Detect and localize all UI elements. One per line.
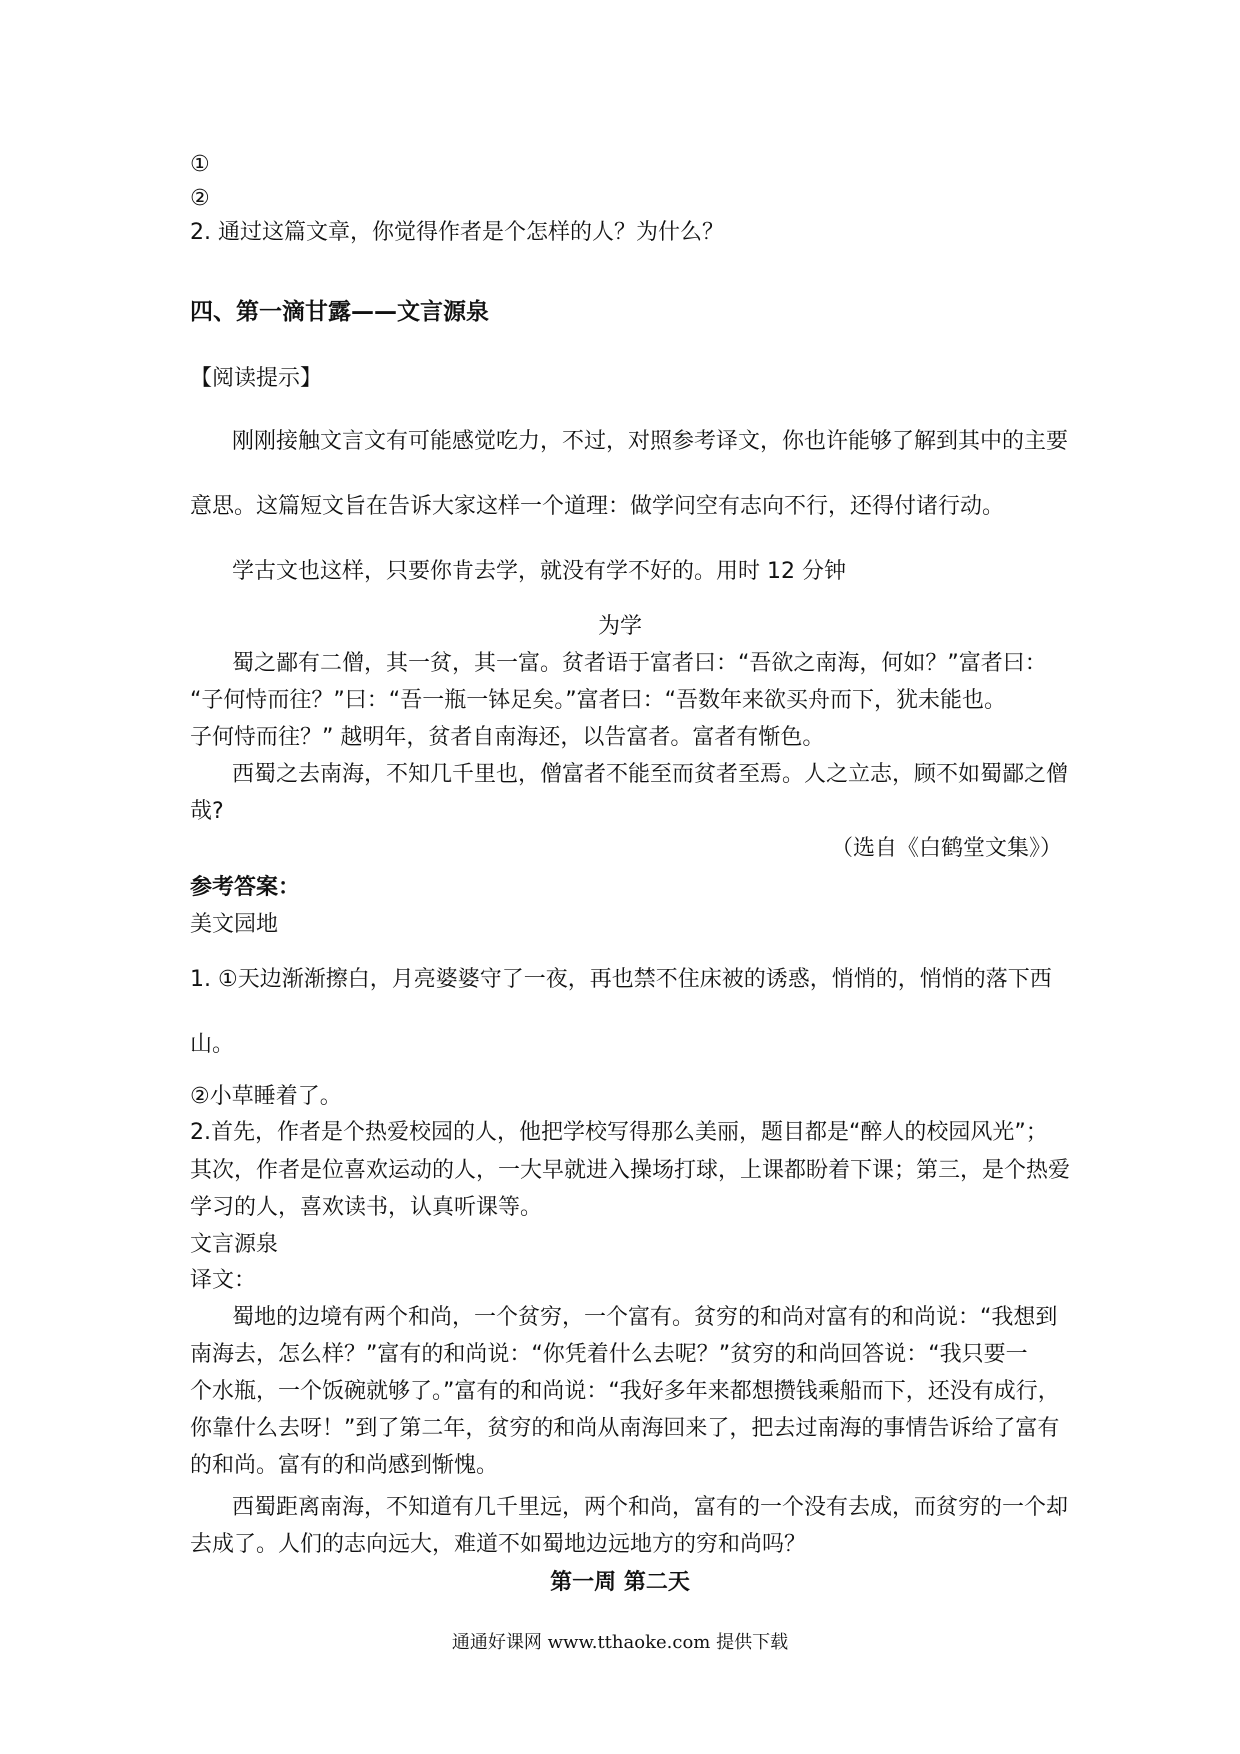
reading-tip-line: 意思。这篇短文旨在告诉大家这样一个道理：做学问空有志向不行，还得付诸行动。 (190, 494, 1005, 519)
passage-title: 为学 (597, 614, 642, 639)
reading-tip-line: 学古文也这样，只要你肯去学，就没有学不好的。用时 12 分钟 (232, 559, 846, 584)
translation-line: 蜀地的边境有两个和尚，一个贫穷，一个富有。贫穷的和尚对富有的和尚说：“我想到 (232, 1305, 1058, 1330)
page-footer: 通通好课网 www.tthaoke.com 提供下载 (451, 1632, 789, 1653)
passage-line: 子何恃而往？” 越明年，贫者自南海还，以告富者。富者有惭色。 (190, 725, 825, 750)
translation-line: 的和尚。富有的和尚感到惭愧。 (190, 1453, 499, 1478)
translation-line: 你靠什么去呀！”到了第二年，贫穷的和尚从南海回来了，把去过南海的事情告诉给了富有 (190, 1416, 1060, 1441)
next-day-heading: 第一周 第二天 (550, 1570, 690, 1595)
translation-line: 个水瓶，一个饭碗就够了。”富有的和尚说：“我好多年来都想攒钱乘船而下，还没有成行， (190, 1379, 1060, 1404)
answer-line: 2.首先，作者是个热爱校园的人，他把学校写得那么美丽，题目都是“醉人的校园风光”； (190, 1120, 1048, 1145)
reading-tip-label: 【阅读提示】 (190, 366, 323, 391)
question-2: 2. 通过这篇文章，你觉得作者是个怎样的人？为什么？ (190, 220, 724, 245)
circle-marker-2: ② (190, 186, 210, 211)
answer-line: 山。 (190, 1032, 235, 1057)
answer-line: ②小草睡着了。 (190, 1084, 342, 1109)
answer-line: 其次，作者是位喜欢运动的人，一大早就进入操场打球，上课都盼着下课；第三，是个热爱 (190, 1158, 1071, 1183)
answer-line: 1. ①天边渐渐擦白，月亮婆婆守了一夜，再也禁不住床被的诱惑，悄悄的，悄悄的落下西 (190, 967, 1052, 992)
passage-source: （选自《白鹤堂文集》） (830, 836, 1062, 861)
translation-line: 南海去，怎么样？”富有的和尚说：“你凭着什么去呢？”贫穷的和尚回答说：“我只要一 (190, 1342, 1028, 1367)
answer-line: 学习的人，喜欢读书，认真听课等。 (190, 1195, 543, 1220)
reading-tip-line: 刚刚接触文言文有可能感觉吃力，不过，对照参考译文，你也许能够了解到其中的主要 (232, 429, 1069, 454)
passage-line: 蜀之鄙有二僧，其一贫，其一富。贫者语于富者曰：“吾欲之南海，何如？”富者曰： (232, 651, 1047, 676)
answers-heading: 参考答案： (190, 875, 301, 900)
translation-line: 去成了。人们的志向远大，难道不如蜀地边远地方的穷和尚吗？ (190, 1532, 807, 1557)
translation-label: 译文： (190, 1268, 257, 1293)
section-heading: 四、第一滴甘露——文言源泉 (190, 299, 489, 325)
answers-subheading: 美文园地 (190, 912, 279, 937)
passage-line: 西蜀之去南海，不知几千里也，僧富者不能至而贫者至焉。人之立志，顾不如蜀鄙之僧 (232, 762, 1069, 787)
passage-line: “子何恃而往？”曰：“吾一瓶一钵足矣。”富者曰：“吾数年来欲买舟而下，犹未能也。 (190, 688, 1006, 713)
circle-marker-1: ① (190, 152, 210, 177)
translation-line: 西蜀距离南海，不知道有几千里远，两个和尚，富有的一个没有去成，而贫穷的一个却 (232, 1495, 1069, 1520)
answers-subheading: 文言源泉 (190, 1232, 279, 1257)
passage-line: 哉? (190, 799, 224, 824)
